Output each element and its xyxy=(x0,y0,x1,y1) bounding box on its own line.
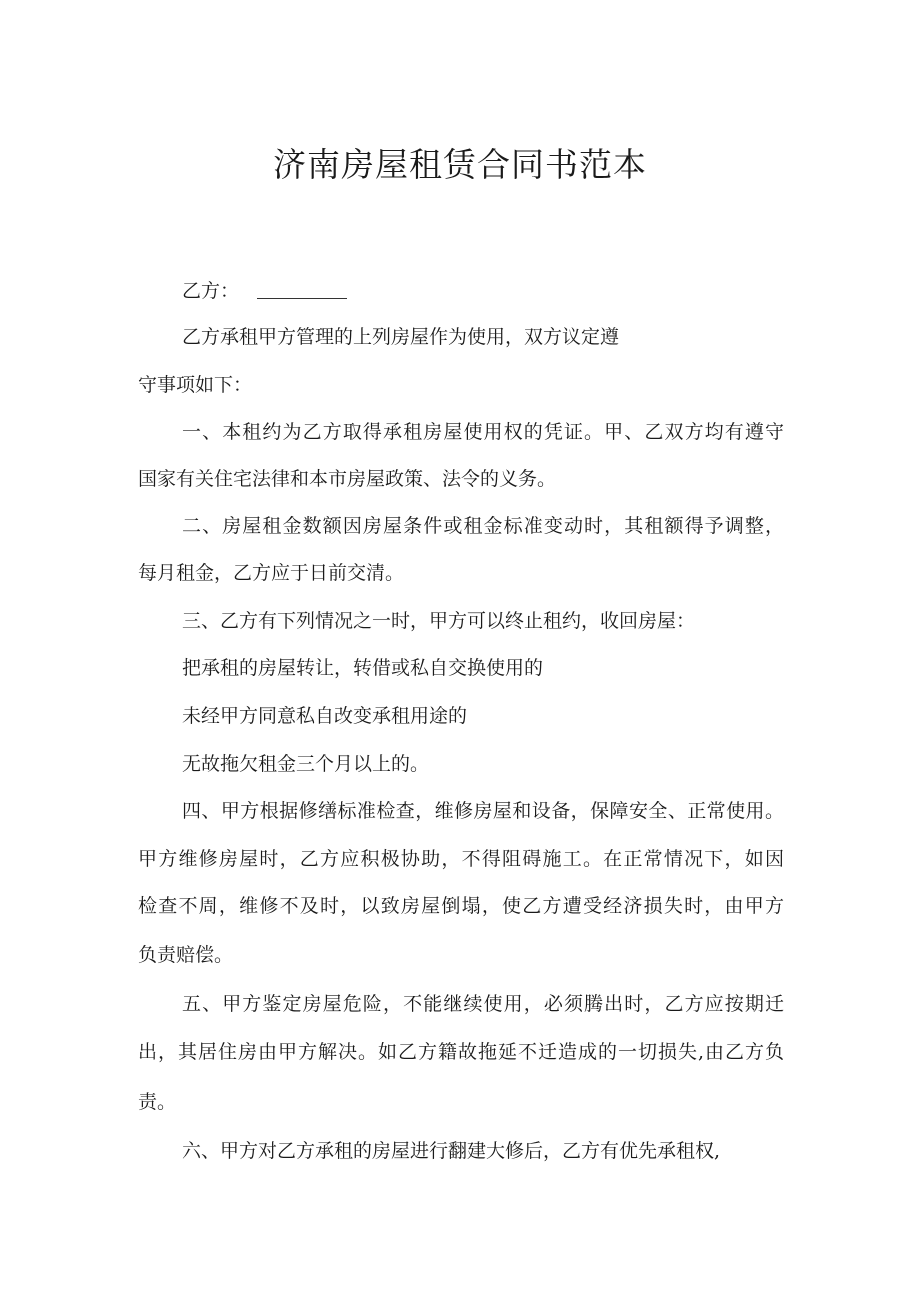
clause-5-line: 五、甲方鉴定房屋危险，不能继续使用，必须腾出时，乙方应按期迁 xyxy=(182,993,784,1015)
party-b-label: 乙方： xyxy=(182,280,240,302)
clause-1-line: 国家有关住宅法律和本市房屋政策、法令的义务。 xyxy=(138,468,557,490)
paragraph-line: 守事项如下： xyxy=(138,374,253,396)
clause-3-item: 未经甲方同意私自改变承租用途的 xyxy=(182,705,468,727)
party-b-line xyxy=(182,276,347,306)
clause-4-line: 检查不周，维修不及时，以致房屋倒塌，使乙方遭受经济损失时，由甲方 xyxy=(138,895,784,917)
clause-2-line: 二、房屋租金数额因房屋条件或租金标准变动时，其租额得予调整， xyxy=(182,515,784,537)
paragraph-line: 乙方承租甲方管理的上列房屋作为使用，双方议定遵 xyxy=(182,326,620,348)
document-title: 济南房屋租赁合同书范本 xyxy=(273,145,647,184)
clause-4-line: 四、甲方根据修缮标准检查，维修房屋和设备，保障安全、正常使用。 xyxy=(182,800,784,822)
clause-6-line: 六、甲方对乙方承租的房屋进行翻建大修后，乙方有优先承租权, xyxy=(182,1140,721,1162)
party-b-blank xyxy=(257,278,347,299)
clause-3-item: 把承租的房屋转让，转借或私自交换使用的 xyxy=(182,657,544,679)
clause-1-line: 一、本租约为乙方取得承租房屋使用权的凭证。甲、乙双方均有遵守 xyxy=(182,421,784,443)
clause-3-item: 无故拖欠租金三个月以上的。 xyxy=(182,753,430,775)
clause-5-line: 出，其居住房由甲方解决。如乙方籍故拖延不迁造成的一切损失,由乙方负 xyxy=(138,1041,784,1063)
clause-2-line: 每月租金，乙方应于日前交清。 xyxy=(138,562,405,584)
clause-3-line: 三、乙方有下列情况之一时，甲方可以终止租约，收回房屋： xyxy=(182,610,696,632)
clause-4-line: 甲方维修房屋时，乙方应积极协助，不得阻碍施工。在正常情况下，如因 xyxy=(138,848,784,870)
clause-4-line: 负责赔偿。 xyxy=(138,944,234,966)
clause-5-line: 责。 xyxy=(138,1091,177,1113)
